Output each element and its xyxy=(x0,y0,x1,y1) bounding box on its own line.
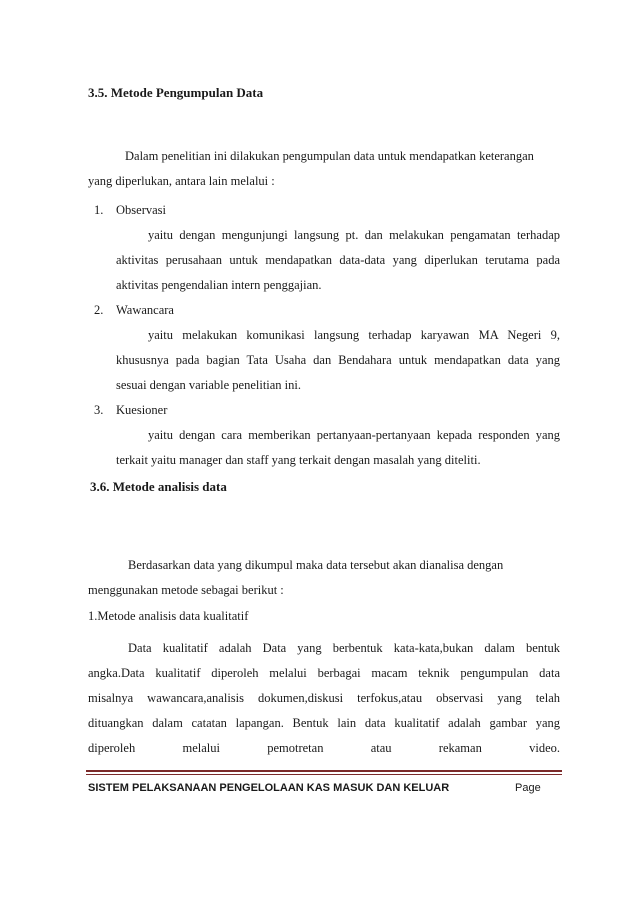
collection-methods-list xyxy=(88,198,560,473)
section-heading-3-6: 3.6. Metode analisis data xyxy=(90,479,227,494)
list-title: Wawancara xyxy=(116,303,174,317)
section-heading-3-5: 3.5. Metode Pengumpulan Data xyxy=(88,85,264,100)
subheading-text: 1.Metode analisis data kualitatif xyxy=(88,609,249,623)
body-line: terkait yaitu manager dan staff yang terkait dengan masalah yang diteliti. xyxy=(116,453,481,467)
list-number: 3. xyxy=(94,403,104,417)
list-number: 2. xyxy=(94,303,104,317)
intro-line: Berdasarkan data yang dikumpul maka data tersebut akan dianalisa dengan xyxy=(128,558,504,572)
list-item-body xyxy=(88,323,560,398)
list-item-observasi xyxy=(88,198,560,223)
body-line: khususnya pada bagian Tata Usaha dan Bendahara untuk mendapatkan data yang xyxy=(116,353,560,367)
subheading-qualitative xyxy=(88,604,560,629)
body-line: dituangkan dalam catatan lapangan. Bentuk lain data kualitatif adalah gambar yang xyxy=(88,716,560,730)
body-line: yaitu dengan mengunjungi langsung pt. dan melakukan pengamatan terhadap xyxy=(148,228,560,242)
list-title: Observasi xyxy=(116,203,166,217)
list-title: Kuesioner xyxy=(116,403,168,417)
intro-line: yang diperlukan, antara lain melalui : xyxy=(88,174,275,188)
footer-page-label: Page xyxy=(515,782,541,794)
body-line: misalnya wawancara,analisis dokumen,diskusi terfokus,atau observasi yang telah xyxy=(88,691,560,705)
section-3-5-intro xyxy=(88,144,560,194)
list-item-wawancara xyxy=(88,298,560,323)
footer-rule xyxy=(86,774,562,775)
list-number: 1. xyxy=(94,203,104,217)
body-line: sesuai dengan variable penelitian ini. xyxy=(116,378,302,392)
qualitative-paragraph xyxy=(88,636,560,761)
intro-line: menggunakan metode sebagai berikut : xyxy=(88,583,284,597)
list-item-body xyxy=(88,223,560,298)
list-item-body xyxy=(88,423,560,473)
body-line: angka.Data kualitatif diperoleh melalui berbagai macam teknik pengumpulan data xyxy=(88,666,560,680)
footer-title: SISTEM PELAKSANAAN PENGELOLAAN KAS MASUK DAN KELUAR xyxy=(88,782,450,794)
list-item-kuesioner xyxy=(88,398,560,423)
body-line: aktivitas pengendalian intern penggajian. xyxy=(116,278,322,292)
body-line: yaitu melakukan komunikasi langsung terhadap karyawan MA Negeri 9, xyxy=(148,328,560,342)
body-line: Data kualitatif adalah Data yang berbentuk kata-kata,bukan dalam bentuk xyxy=(128,641,560,655)
intro-line: Dalam penelitian ini dilakukan pengumpulan data untuk mendapatkan keterangan xyxy=(125,149,534,163)
body-line: aktivitas perusahaan untuk mendapatkan data-data yang diperlukan terutama pada xyxy=(116,253,560,267)
body-line: diperoleh melalui pemotretan atau rekaman video. xyxy=(88,741,560,755)
section-3-6-intro xyxy=(88,553,560,603)
footer-rule xyxy=(86,770,562,772)
body-line: yaitu dengan cara memberikan pertanyaan-pertanyaan kepada responden yang xyxy=(148,428,560,442)
